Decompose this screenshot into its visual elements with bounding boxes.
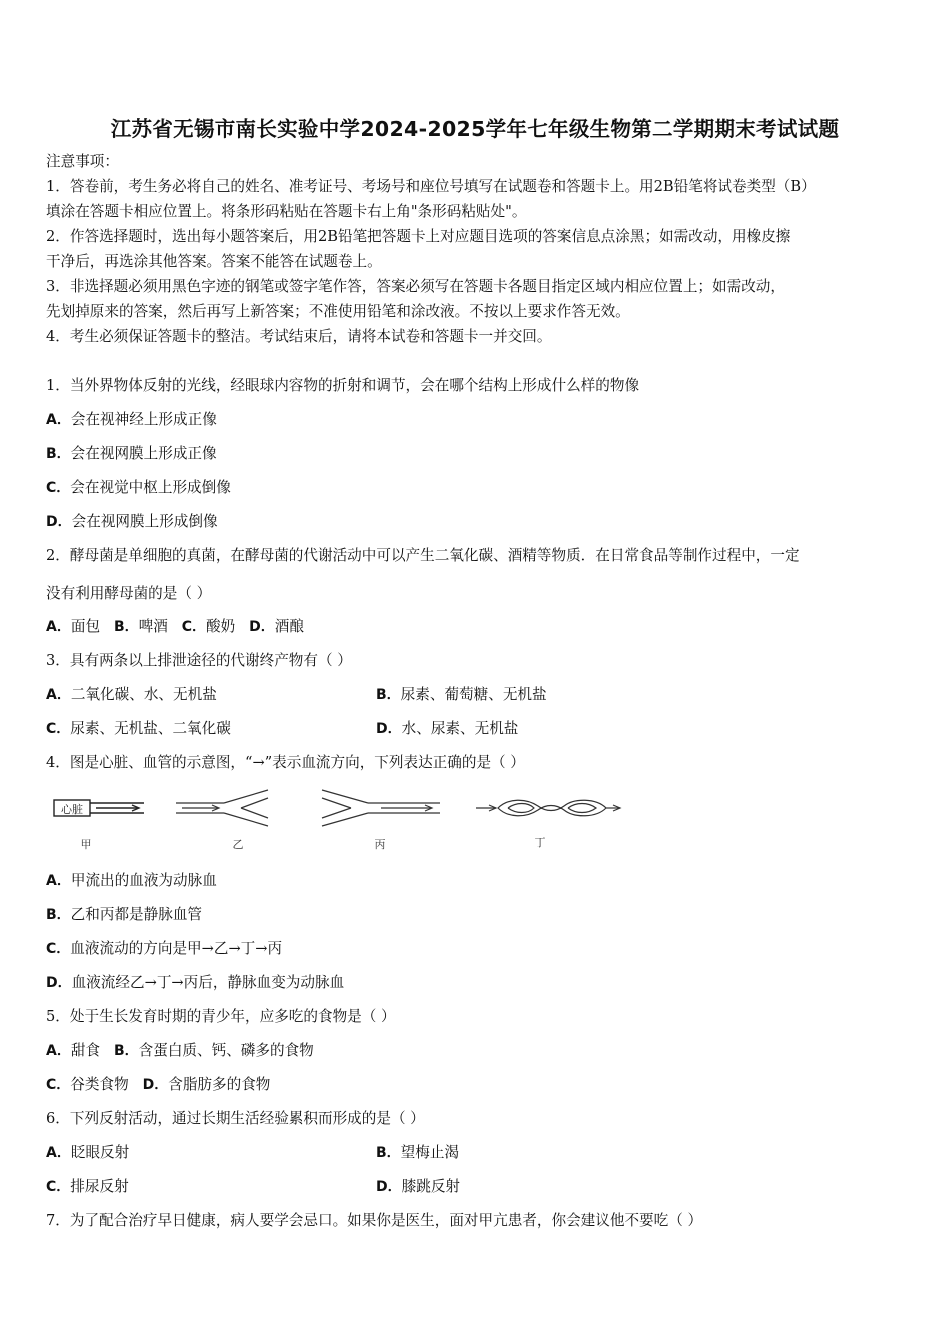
option-letter: A． bbox=[46, 687, 71, 703]
option-text: 面包 bbox=[70, 618, 101, 635]
question-2-stem-cont: 没有利用酵母菌的是（ ） bbox=[46, 585, 212, 602]
question-4-option-a bbox=[46, 871, 217, 891]
option-letter: B． bbox=[376, 687, 401, 703]
option-letter: A． bbox=[46, 1043, 71, 1059]
notice-line: 1．答卷前，考生务必将自己的姓名、准考证号、考场号和座位号填写在试题卷和答题卡上。用2B铅笔将试卷类型（B） bbox=[46, 178, 816, 195]
question-1-option-a bbox=[46, 410, 217, 430]
option-letter: A． bbox=[46, 1145, 71, 1161]
figure-ding bbox=[476, 800, 620, 816]
question-2-options bbox=[46, 617, 304, 637]
heart-vessel-diagram bbox=[46, 788, 626, 856]
option-letter: D． bbox=[142, 1077, 169, 1093]
notice-line: 先划掉原来的答案，然后再写上新答案；不准使用铅笔和涂改液。不按以上要求作答无效。 bbox=[46, 303, 630, 320]
option-text: 望梅止渴 bbox=[400, 1144, 460, 1161]
option-text: 酸奶 bbox=[206, 618, 236, 635]
option-letter: A． bbox=[46, 619, 71, 635]
figure-yi bbox=[176, 790, 268, 826]
question-5-stem: 5．处于生长发育时期的青少年，应多吃的食物是（ ） bbox=[46, 1008, 396, 1025]
option-text: 会在视网膜上形成正像 bbox=[70, 445, 217, 462]
question-4-option-c bbox=[46, 939, 282, 959]
option-letter: B． bbox=[376, 1145, 401, 1161]
option-letter: D． bbox=[46, 975, 72, 991]
option-letter: C． bbox=[181, 619, 207, 635]
option-letter: C． bbox=[46, 1179, 71, 1195]
question-4-stem: 4．图是心脏、血管的示意图，“→”表示血流方向，下列表达正确的是（ ） bbox=[46, 754, 525, 771]
option-text: 啤酒 bbox=[138, 618, 168, 635]
figure-bing bbox=[322, 790, 440, 826]
option-text: 血液流动的方向是甲→乙→丁→丙 bbox=[70, 940, 283, 957]
question-5-options-cd bbox=[46, 1075, 270, 1095]
option-text: 尿素、无机盐、二氧化碳 bbox=[70, 720, 231, 737]
option-letter: C． bbox=[46, 480, 71, 496]
option-letter: D． bbox=[46, 514, 72, 530]
page-title: 江苏省无锡市南长实验中学2024-2025学年七年级生物第二学期期末考试试题 bbox=[110, 117, 840, 141]
option-letter: B． bbox=[113, 1043, 139, 1059]
question-3-option-d bbox=[376, 719, 518, 739]
heart-label: 心脏 bbox=[61, 803, 83, 816]
notice-line: 4．考生必须保证答题卡的整洁。考试结束后，请将本试卷和答题卡一并交回。 bbox=[46, 328, 552, 345]
option-text: 尿素、葡萄糖、无机盐 bbox=[400, 686, 547, 703]
question-5-options-ab bbox=[46, 1041, 314, 1061]
question-6-stem: 6．下列反射活动，通过长期生活经验累积而形成的是（ ） bbox=[46, 1110, 425, 1127]
question-6-option-d bbox=[376, 1177, 460, 1197]
question-1-option-d bbox=[46, 512, 218, 532]
option-letter: B． bbox=[46, 446, 71, 462]
option-text: 排尿反射 bbox=[70, 1178, 129, 1195]
question-6-option-b bbox=[376, 1143, 459, 1163]
option-text: 谷类食物 bbox=[70, 1076, 129, 1093]
option-letter: C． bbox=[46, 1077, 71, 1093]
question-7-stem: 7．为了配合治疗早日健康，病人要学会忌口。如果你是医生，面对甲亢患者，你会建议他不要吃（ ） bbox=[46, 1212, 703, 1229]
option-text: 酒酿 bbox=[274, 618, 304, 635]
option-letter: B． bbox=[113, 619, 139, 635]
figure-label-ding: 丁 bbox=[534, 836, 546, 849]
option-text: 甜食 bbox=[70, 1042, 101, 1059]
option-letter: A． bbox=[46, 412, 71, 428]
option-text: 膝跳反射 bbox=[401, 1178, 461, 1195]
option-letter: B． bbox=[46, 907, 71, 923]
notice-line: 干净后，再选涂其他答案。答案不能答在试题卷上。 bbox=[46, 253, 382, 270]
option-text: 二氧化碳、水、无机盐 bbox=[70, 686, 217, 703]
option-text: 甲流出的血液为动脉血 bbox=[70, 872, 217, 889]
question-1-stem: 1．当外界物体反射的光线，经眼球内容物的折射和调节，会在哪个结构上形成什么样的物像 bbox=[46, 377, 640, 394]
question-6-option-a bbox=[46, 1143, 129, 1163]
option-text: 含蛋白质、钙、磷多的食物 bbox=[138, 1042, 314, 1059]
option-text: 眨眼反射 bbox=[70, 1144, 130, 1161]
option-letter: C． bbox=[46, 721, 71, 737]
option-text: 会在视神经上形成正像 bbox=[70, 411, 217, 428]
question-4-option-d bbox=[46, 973, 344, 993]
notice-line: 填涂在答题卡相应位置上。将条形码粘贴在答题卡右上角"条形码粘贴处"。 bbox=[46, 203, 527, 220]
question-1-option-b bbox=[46, 444, 217, 464]
option-text: 含脂肪多的食物 bbox=[168, 1076, 271, 1093]
notice-line: 3．非选择题必须用黑色字迹的钢笔或签字笔作答，答案必须写在答题卡各题目指定区域内相应位置上；如需改动， bbox=[46, 278, 785, 295]
figure-label-jia: 甲 bbox=[80, 838, 92, 851]
option-letter: D． bbox=[376, 721, 402, 737]
option-text: 乙和丙都是静脉血管 bbox=[70, 906, 203, 923]
option-text: 会在视网膜上形成倒像 bbox=[71, 513, 218, 530]
question-2-stem: 2．酵母菌是单细胞的真菌，在酵母菌的代谢活动中可以产生二氧化碳、酒精等物质．在日常食品等制作过程中，一定 bbox=[46, 547, 800, 564]
figure-label-yi: 乙 bbox=[232, 838, 244, 851]
figure-label-bing: 丙 bbox=[374, 838, 386, 851]
option-letter: C． bbox=[46, 941, 71, 957]
question-3-stem: 3．具有两条以上排泄途径的代谢终产物有（ ） bbox=[46, 652, 352, 669]
option-letter: D． bbox=[376, 1179, 402, 1195]
question-4-option-b bbox=[46, 905, 202, 925]
notice-line: 2．作答选择题时，选出每小题答案后，用2B铅笔把答题卡上对应题目选项的答案信息点涂黑；如需改动，用橡皮擦 bbox=[46, 228, 791, 245]
question-3-option-a bbox=[46, 685, 217, 705]
notice-heading: 注意事项： bbox=[46, 153, 119, 170]
option-letter: D． bbox=[249, 619, 275, 635]
question-1-option-c bbox=[46, 478, 231, 498]
option-letter: A． bbox=[46, 873, 71, 889]
option-text: 水、尿素、无机盐 bbox=[401, 720, 519, 737]
question-3-option-c bbox=[46, 719, 231, 739]
question-6-option-c bbox=[46, 1177, 129, 1197]
question-3-option-b bbox=[376, 685, 547, 705]
option-text: 会在视觉中枢上形成倒像 bbox=[70, 479, 231, 496]
option-text: 血液流经乙→丁→丙后，静脉血变为动脉血 bbox=[71, 974, 345, 991]
